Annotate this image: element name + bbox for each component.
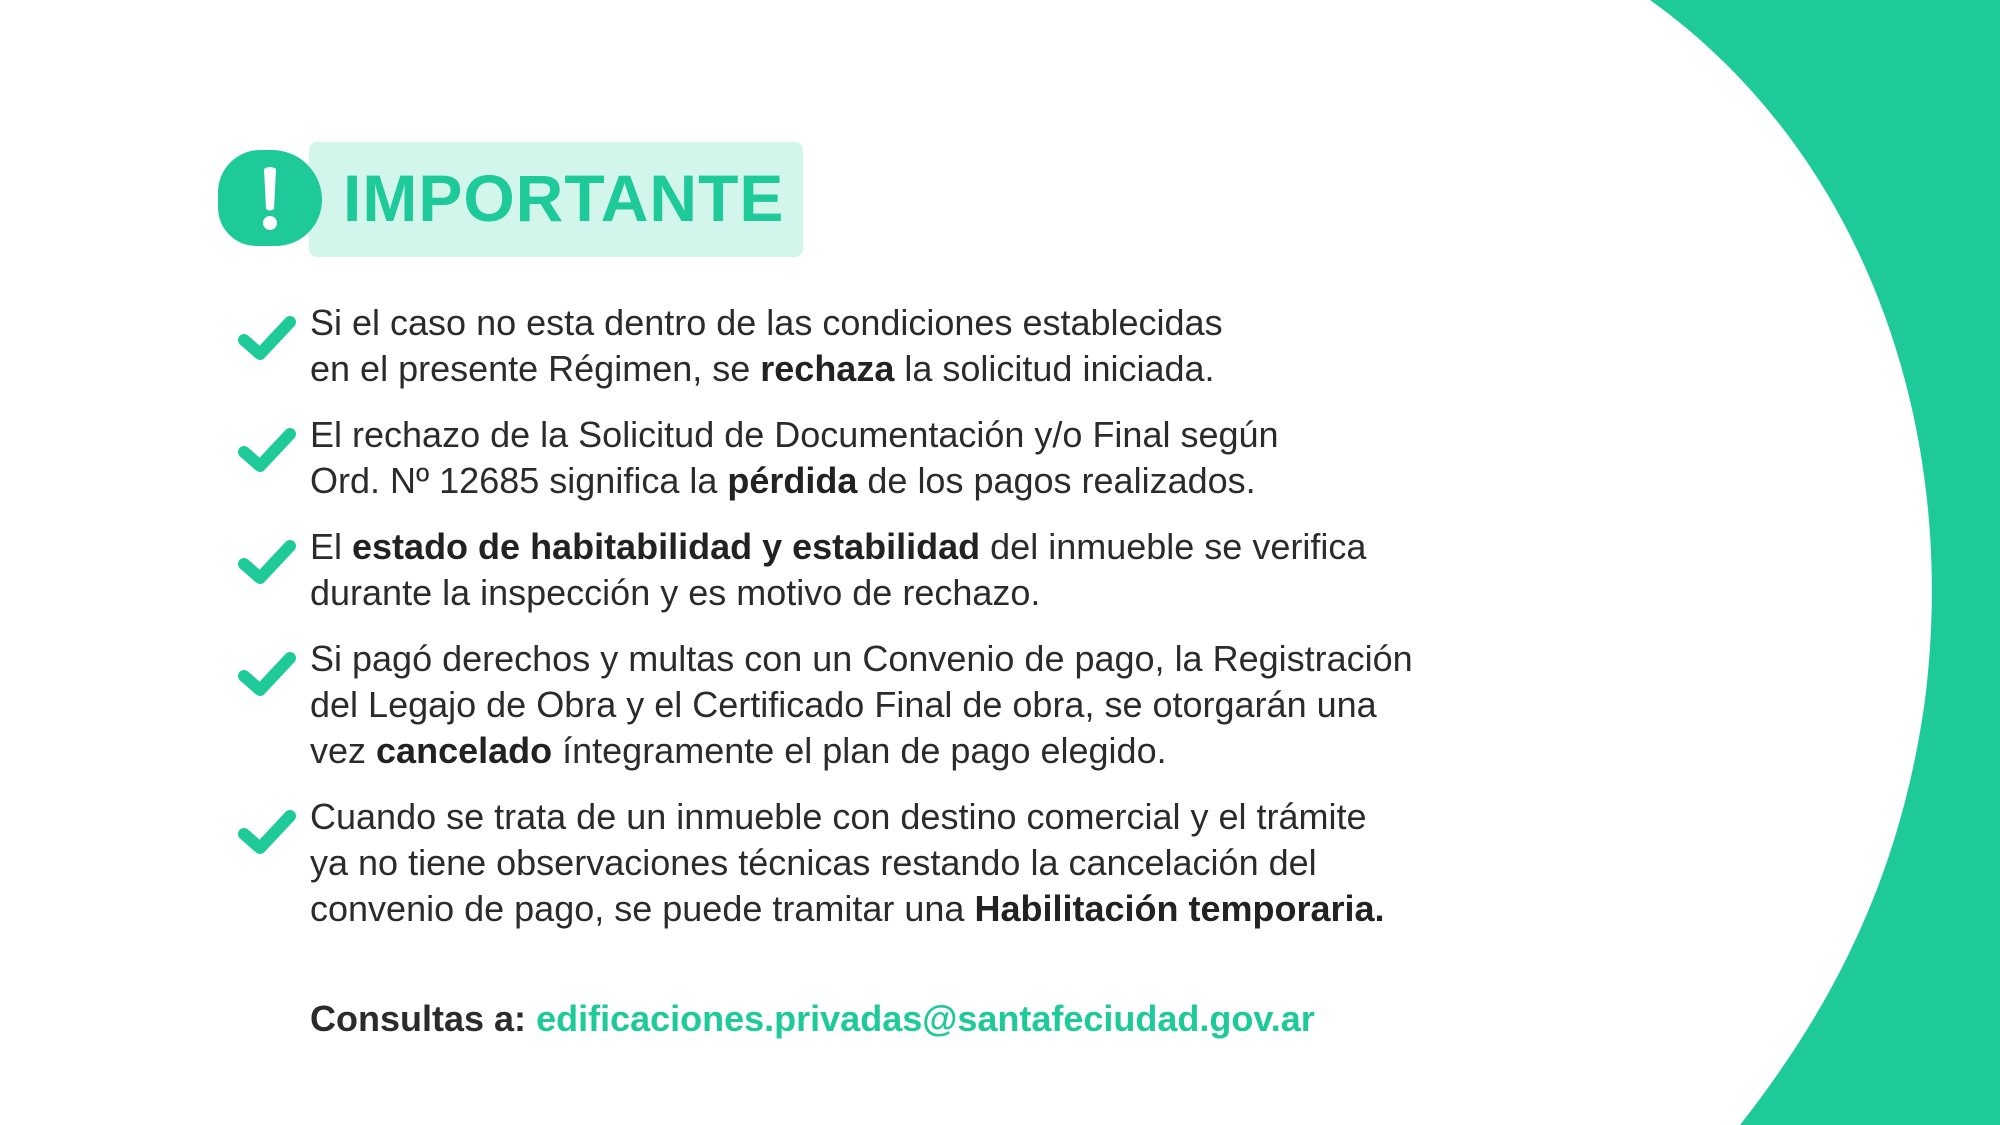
check-icon: [238, 808, 296, 856]
item-text-segment: del inmueble se verifica: [980, 526, 1367, 567]
item-text-segment: vez: [310, 730, 377, 771]
check-icon: [238, 650, 296, 698]
item-text-segment: Ord. Nº 12685 significa la: [310, 460, 728, 501]
item-text-segment: ya no tiene observaciones técnicas restando la cancelación del: [310, 842, 1317, 883]
item-text-segment: durante la inspección y es motivo de rechazo.: [310, 572, 1041, 613]
list-item: [238, 636, 1638, 774]
important-title: IMPORTANTE: [343, 161, 785, 235]
item-text: [310, 794, 1638, 932]
exclamation-icon: [218, 150, 322, 246]
list-item: [238, 794, 1638, 932]
item-text-bold: rechaza: [760, 348, 895, 389]
item-text-segment: Cuando se trata de un inmueble con destino comercial y el trámite: [310, 796, 1367, 837]
item-text-segment: Si pagó derechos y multas con un Convenio de pago, la Registración: [310, 638, 1413, 679]
item-text-segment: la solicitud iniciada.: [894, 348, 1215, 389]
contact-line: [310, 998, 1315, 1040]
item-text-bold: pérdida: [727, 460, 858, 501]
check-icon: [238, 538, 296, 586]
item-text-segment: El rechazo de la Solicitud de Documentación y/o Final según: [310, 414, 1279, 455]
item-text-bold: estado de habitabilidad y estabilidad: [352, 526, 981, 567]
check-icon: [238, 314, 296, 362]
check-icon: [238, 426, 296, 474]
item-text-segment: íntegramente el plan de pago elegido.: [552, 730, 1167, 771]
item-text-segment: El: [310, 526, 353, 567]
item-text-segment: en el presente Régimen, se: [310, 348, 761, 389]
item-text: [310, 636, 1638, 774]
contact-email-link[interactable]: edificaciones.privadas@santafeciudad.gov.ar: [536, 998, 1315, 1039]
item-text: [310, 524, 1638, 616]
list-item: [238, 412, 1638, 504]
item-text: [310, 300, 1638, 392]
item-text-segment: convenio de pago, se puede tramitar una: [310, 888, 975, 929]
item-text-bold: cancelado: [376, 730, 553, 771]
contact-label: Consultas a:: [310, 998, 527, 1039]
item-text-segment: del Legajo de Obra y el Certificado Final de obra, se otorgarán una: [310, 684, 1377, 725]
item-text: [310, 412, 1638, 504]
item-text-segment: Si el caso no esta dentro de las condiciones establecidas: [310, 302, 1223, 343]
list-item: [238, 300, 1638, 392]
conditions-list: [238, 300, 1638, 952]
item-text-bold: Habilitación temporaria.: [974, 888, 1385, 929]
list-item: [238, 524, 1638, 616]
item-text-segment: de los pagos realizados.: [857, 460, 1256, 501]
